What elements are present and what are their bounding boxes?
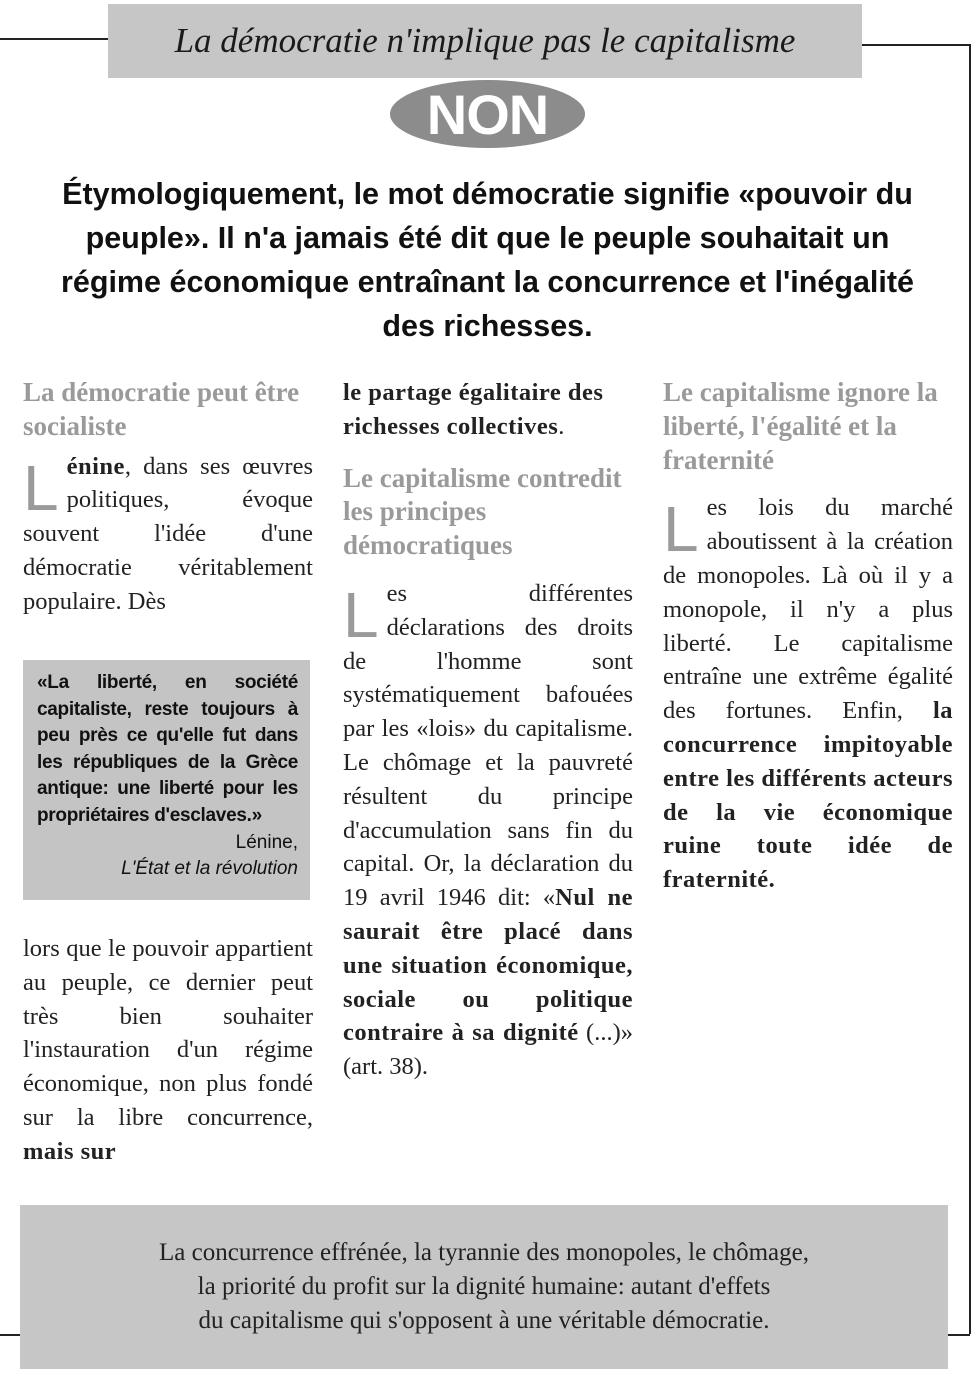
conclusion-line-1: La concurrence effrénée, la tyrannie des monopoles, le chômage, (159, 1239, 809, 1266)
conclusion-box (20, 1205, 948, 1369)
verdict-badge (390, 80, 585, 148)
quote-work: L'État et la révolution (121, 858, 298, 880)
column-1-text: , dans ses œuvres politiques, évoque souvent l'idée d'une démocratie véritablement populaire. Dès (23, 452, 313, 615)
column-2-paragraph (343, 577, 633, 1084)
column-3-text-bold: la concurrence impitoyable entre les différents acteurs de la vie économique ruine toute idée de fraternité. (663, 697, 953, 894)
column-1 (23, 376, 313, 619)
column-2 (343, 376, 633, 1084)
quote-text: «La liberté, en société capitaliste, reste toujours à peu près ce qu'elle fut dans les républiques de la Grèce antique: une liberté pour les propriétaires d'esclaves.» (37, 672, 298, 826)
column-1-paragraph (23, 450, 313, 619)
column-1-heading: La démocratie peut être socialiste (23, 377, 300, 441)
conclusion-text (159, 1236, 809, 1338)
page-title: La démocratie n'implique pas le capitalisme (174, 21, 796, 60)
column-1-continued (23, 932, 313, 1169)
quote-box (23, 660, 310, 900)
dropcap: L (23, 451, 59, 524)
column-3-paragraph (663, 491, 953, 897)
conclusion-line-2: la priorité du profit sur la dignité humaine: autant d'effets (197, 1273, 771, 1300)
column-2-continued-bold: le partage égalitaire des richesses collectives (343, 379, 604, 440)
quote-author: Lénine, (235, 831, 298, 853)
column-3-heading: Le capitalisme ignore la liberté, l'égalité et la fraternité (663, 377, 938, 475)
frame-rule-top-right (862, 44, 970, 46)
frame-rule-bottom-left (0, 1334, 20, 1336)
column-1-continued-bold: mais sur (23, 1137, 117, 1165)
column-1-lead-word: énine (66, 452, 125, 480)
frame-rule-bottom-right (948, 1334, 970, 1336)
column-3-text: es lois du marché aboutissent à la création de monopoles. Là où il y a monopole, il n'y a plus liberté. Le capitalisme entraîne une extrême égalité des fortunes. Enfin, (663, 494, 953, 725)
column-3 (663, 376, 953, 897)
lead-paragraph: Étymologiquement, le mot démocratie signifie «pouvoir du peuple». Il n'a jamais été dit que le peuple souhaitait un régime économique entraînant la concurrence et l'inégalité des richesses. (60, 177, 915, 343)
frame-rule-top-left (0, 38, 108, 40)
dropcap: L (663, 493, 699, 566)
column-2-text-bold: Nul ne saurait être placé dans une situation économique, sociale ou politique contraire à sa dignité (343, 884, 633, 1047)
column-2-continued-end: . (558, 412, 565, 440)
verdict-label: NON (426, 82, 549, 146)
column-2-text-end: (...)» (art. 38). (343, 1019, 633, 1081)
column-2-heading: Le capitalisme contredit les principes démocratiques (343, 462, 622, 561)
title-bar (108, 4, 862, 78)
frame-rule-right (969, 44, 971, 1334)
column-1-continued-text: lors que le pouvoir appartient au peuple, ce dernier peut très bien souhaiter l'instauration d'un régime économique, non plus fondé sur la libre concurrence, (23, 935, 313, 1131)
column-2-text: es différentes déclarations des droits de l'homme sont systématiquement bafouées par les «lois» du capitalisme. Le chômage et la pauvreté résultent du principe d'accumulation sans fin du capital. Or, la déclaration du 19 avril 1946 dit: « (343, 579, 633, 912)
dropcap: L (343, 578, 379, 651)
conclusion-line-3: du capitalisme qui s'opposent à une véritable démocratie. (198, 1307, 770, 1334)
